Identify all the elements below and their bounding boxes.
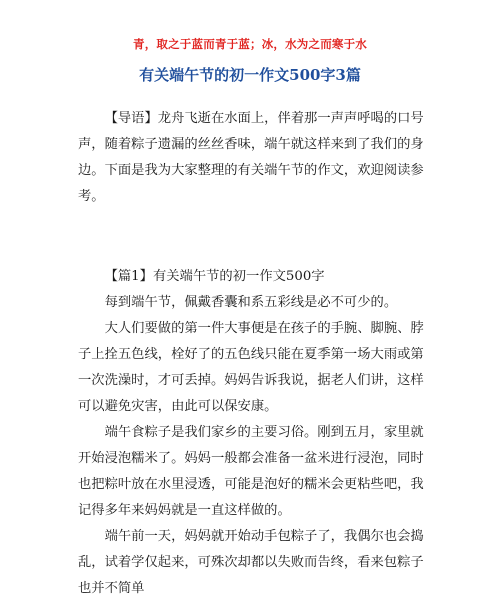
section-1-heading: 【篇1】有关端午节的初一作文500字 — [104, 269, 325, 284]
section-heading — [78, 264, 426, 290]
intro-paragraph: 【导语】龙舟飞逝在水面上，伴着那一声声呼喝的口号声，随着粽子遗漏的丝丝香味，端午就这样来到了我们的身边。下面是我为大家整理的有关端午节的作文，欢迎阅读参考。 — [78, 111, 424, 204]
section-1-body — [78, 290, 426, 602]
paragraph: 端午前一天，妈妈就开始动手包粽子了，我偶尔也会捣乱，试着学仅起来，可殊次却都以失败而告终，看来包粽子也并不简单 — [78, 529, 424, 596]
paragraph: 大人们要做的第一件大事便是在孩子的手腕、脚腕、脖子上拴五色线，栓好了的五色线只能在夏季第一场大雨或第一次洗澡时，才可丢掉。妈妈告诉我说，据老人们讲，这样可以避免灾害，由此可以保安康。 — [78, 321, 424, 414]
paragraph: 每到端午节，佩戴香囊和系五彩线是必不可少的。 — [104, 295, 398, 310]
paragraph: 端午食粽子是我们家乡的主要习俗。刚到五月，家里就开始浸泡糯米了。妈妈一般都会准备一盆米进行浸泡，同时也把粽叶放在水里浸透，可能是泡好的糯米会更粘些吧，我记得多年来妈妈就是一直这样做的。 — [78, 425, 424, 518]
motto-banner: 青，取之于蓝而青于蓝；冰，水为之而寒于水 — [133, 37, 367, 51]
intro-block — [78, 106, 426, 210]
document-title: 有关端午节的初一作文500字3篇 — [139, 66, 361, 84]
